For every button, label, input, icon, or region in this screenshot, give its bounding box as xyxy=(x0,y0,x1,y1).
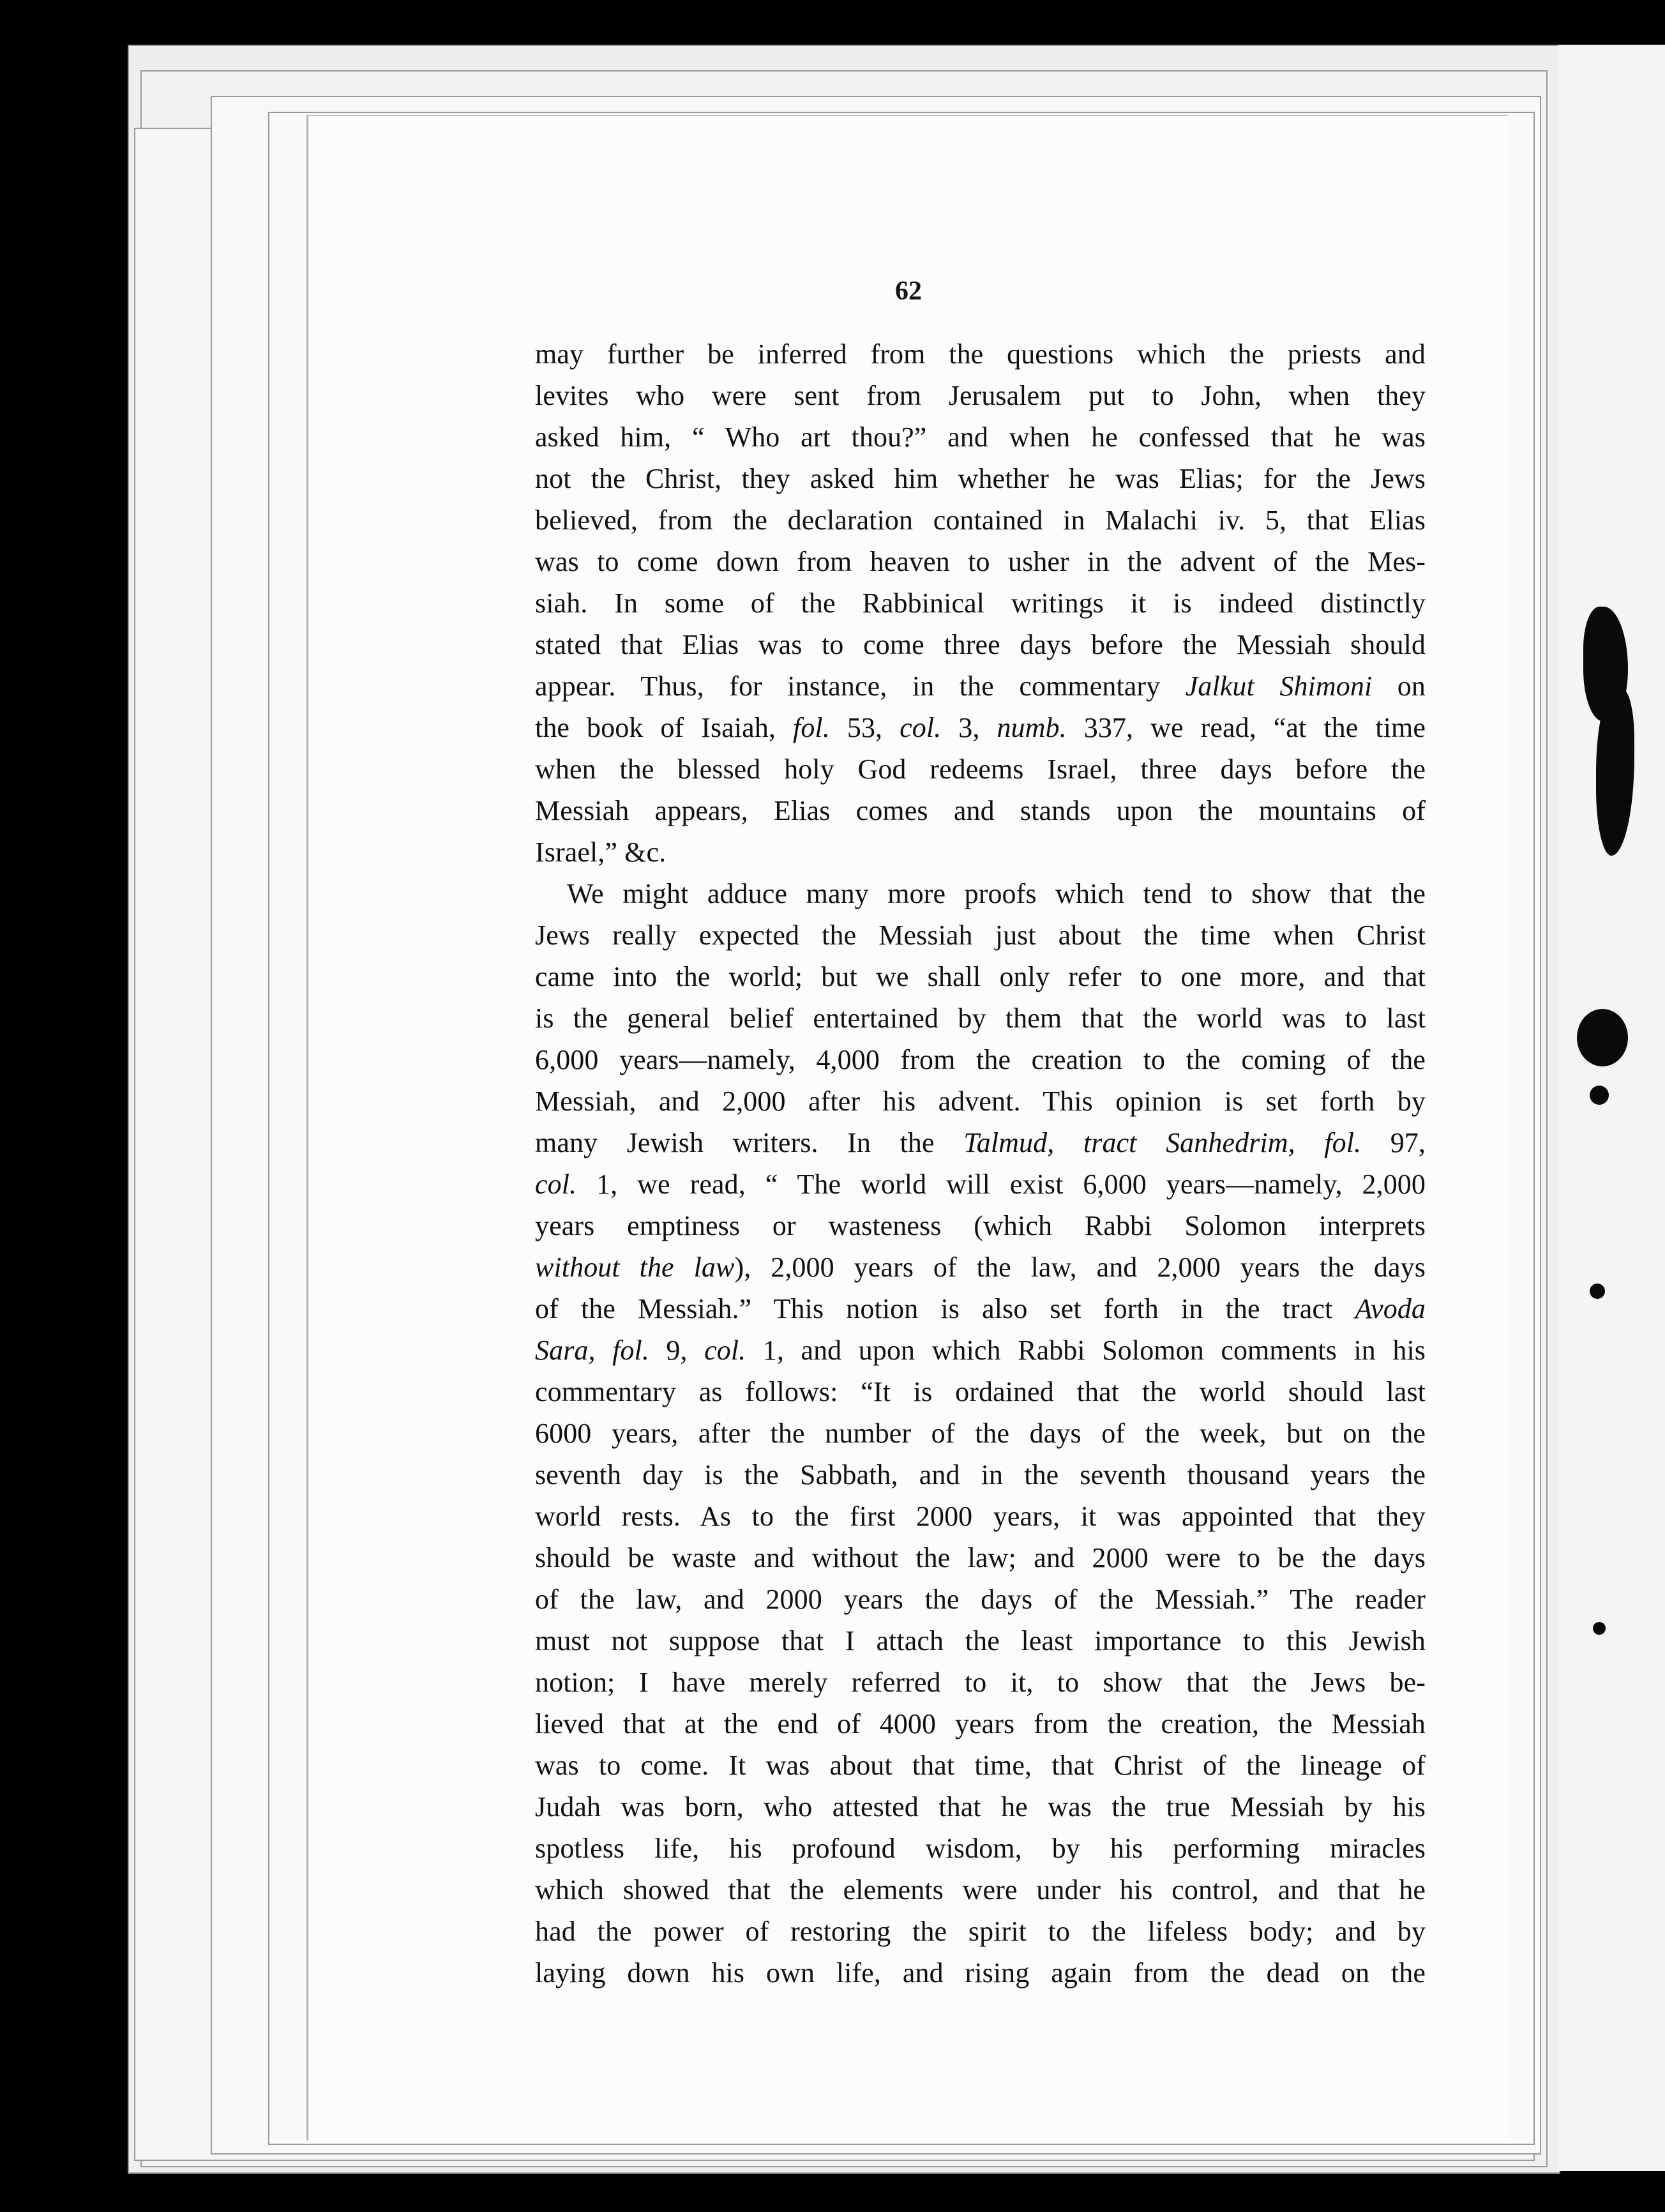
text-line: Jews really expected the Messiah just about the time when Christ xyxy=(535,920,1426,951)
text-line: believed, from the declaration contained in Malachi iv. 5, that Elias xyxy=(535,504,1426,536)
text-line: of the Messiah.” This notion is also set forth in the tract Avoda xyxy=(535,1293,1426,1324)
text-line: world rests. As to the first 2000 years, it was appointed that they xyxy=(535,1501,1426,1532)
binding-strip xyxy=(1558,45,1665,2171)
paragraph xyxy=(535,333,1426,873)
ink-blot xyxy=(1590,1086,1609,1105)
text-line: spotless life, his profound wisdom, by his performing miracles xyxy=(535,1833,1426,1864)
text-line: the book of Isaiah, fol. 53, col. 3, numb. 337, we read, “at the time xyxy=(535,712,1426,743)
text-line: col. 1, we read, “ The world will exist 6,000 years—namely, 2,000 xyxy=(535,1169,1426,1200)
text-line: 6,000 years—namely, 4,000 from the creation to the coming of the xyxy=(535,1044,1426,1075)
text-line: should be waste and without the law; and 2000 were to be the days xyxy=(535,1542,1426,1573)
text-line: Israel,” &c. xyxy=(535,837,667,868)
book-page xyxy=(306,115,1509,2140)
text-line: may further be inferred from the questions which the priests and xyxy=(535,338,1426,370)
text-line: which showed that the elements were under his control, and that he xyxy=(535,1874,1426,1905)
text-line: Sara, fol. 9, col. 1, and upon which Rabbi Solomon comments in his xyxy=(535,1335,1426,1366)
text-line: seventh day is the Sabbath, and in the seventh thousand years the xyxy=(535,1459,1426,1490)
text-line: appear. Thus, for instance, in the commentary Jalkut Shimoni on xyxy=(535,670,1426,702)
ink-blot xyxy=(1590,1284,1605,1299)
ink-blot xyxy=(1577,1009,1628,1066)
text-line: was to come. It was about that time, that Christ of the lineage of xyxy=(535,1750,1426,1781)
page-number: 62 xyxy=(895,276,922,306)
text-line: had the power of restoring the spirit to the lifeless body; and by xyxy=(535,1916,1426,1947)
text-line: asked him, “ Who art thou?” and when he confessed that he was xyxy=(535,421,1426,453)
ink-blot xyxy=(1593,1622,1606,1635)
text-line: commentary as follows: “It is ordained that the world should last xyxy=(535,1376,1426,1407)
text-line: stated that Elias was to come three days before the Messiah should xyxy=(535,629,1426,660)
text-line: We might adduce many more proofs which tend to show that the xyxy=(567,878,1426,909)
text-line: was to come down from heaven to usher in the advent of the Mes- xyxy=(535,546,1426,577)
text-line: must not suppose that I attach the least importance to this Jewish xyxy=(535,1625,1426,1656)
paragraph xyxy=(535,873,1426,1994)
text-line: levites who were sent from Jerusalem put to John, when they xyxy=(535,380,1426,411)
text-line: years emptiness or wasteness (which Rabbi Solomon interprets xyxy=(535,1210,1426,1241)
body-text xyxy=(535,333,1426,1994)
text-line: laying down his own life, and rising again from the dead on the xyxy=(535,1957,1426,1989)
text-line: is the general belief entertained by them that the world was to last xyxy=(535,1003,1426,1034)
text-line: Messiah, and 2,000 after his advent. This opinion is set forth by xyxy=(535,1086,1426,1117)
text-line: 6000 years, after the number of the days of the week, but on the xyxy=(535,1418,1426,1449)
text-line: when the blessed holy God redeems Israel, three days before the xyxy=(535,754,1426,785)
text-line: not the Christ, they asked him whether he was Elias; for the Jews xyxy=(535,463,1426,494)
text-line: lieved that at the end of 4000 years from the creation, the Messiah xyxy=(535,1708,1426,1739)
text-line: many Jewish writers. In the Talmud, tract Sanhedrim, fol. 97, xyxy=(535,1127,1426,1158)
text-line: siah. In some of the Rabbinical writings it is indeed distinctly xyxy=(535,587,1426,619)
text-line: without the law), 2,000 years of the law, and 2,000 years the days xyxy=(535,1252,1426,1283)
text-line: Judah was born, who attested that he was the true Messiah by his xyxy=(535,1791,1426,1822)
text-line: of the law, and 2000 years the days of the Messiah.” The reader xyxy=(535,1584,1426,1615)
text-line: came into the world; but we shall only refer to one more, and that xyxy=(535,961,1426,992)
text-line: Messiah appears, Elias comes and stands upon the mountains of xyxy=(535,795,1426,826)
text-line: notion; I have merely referred to it, to show that the Jews be- xyxy=(535,1667,1426,1698)
